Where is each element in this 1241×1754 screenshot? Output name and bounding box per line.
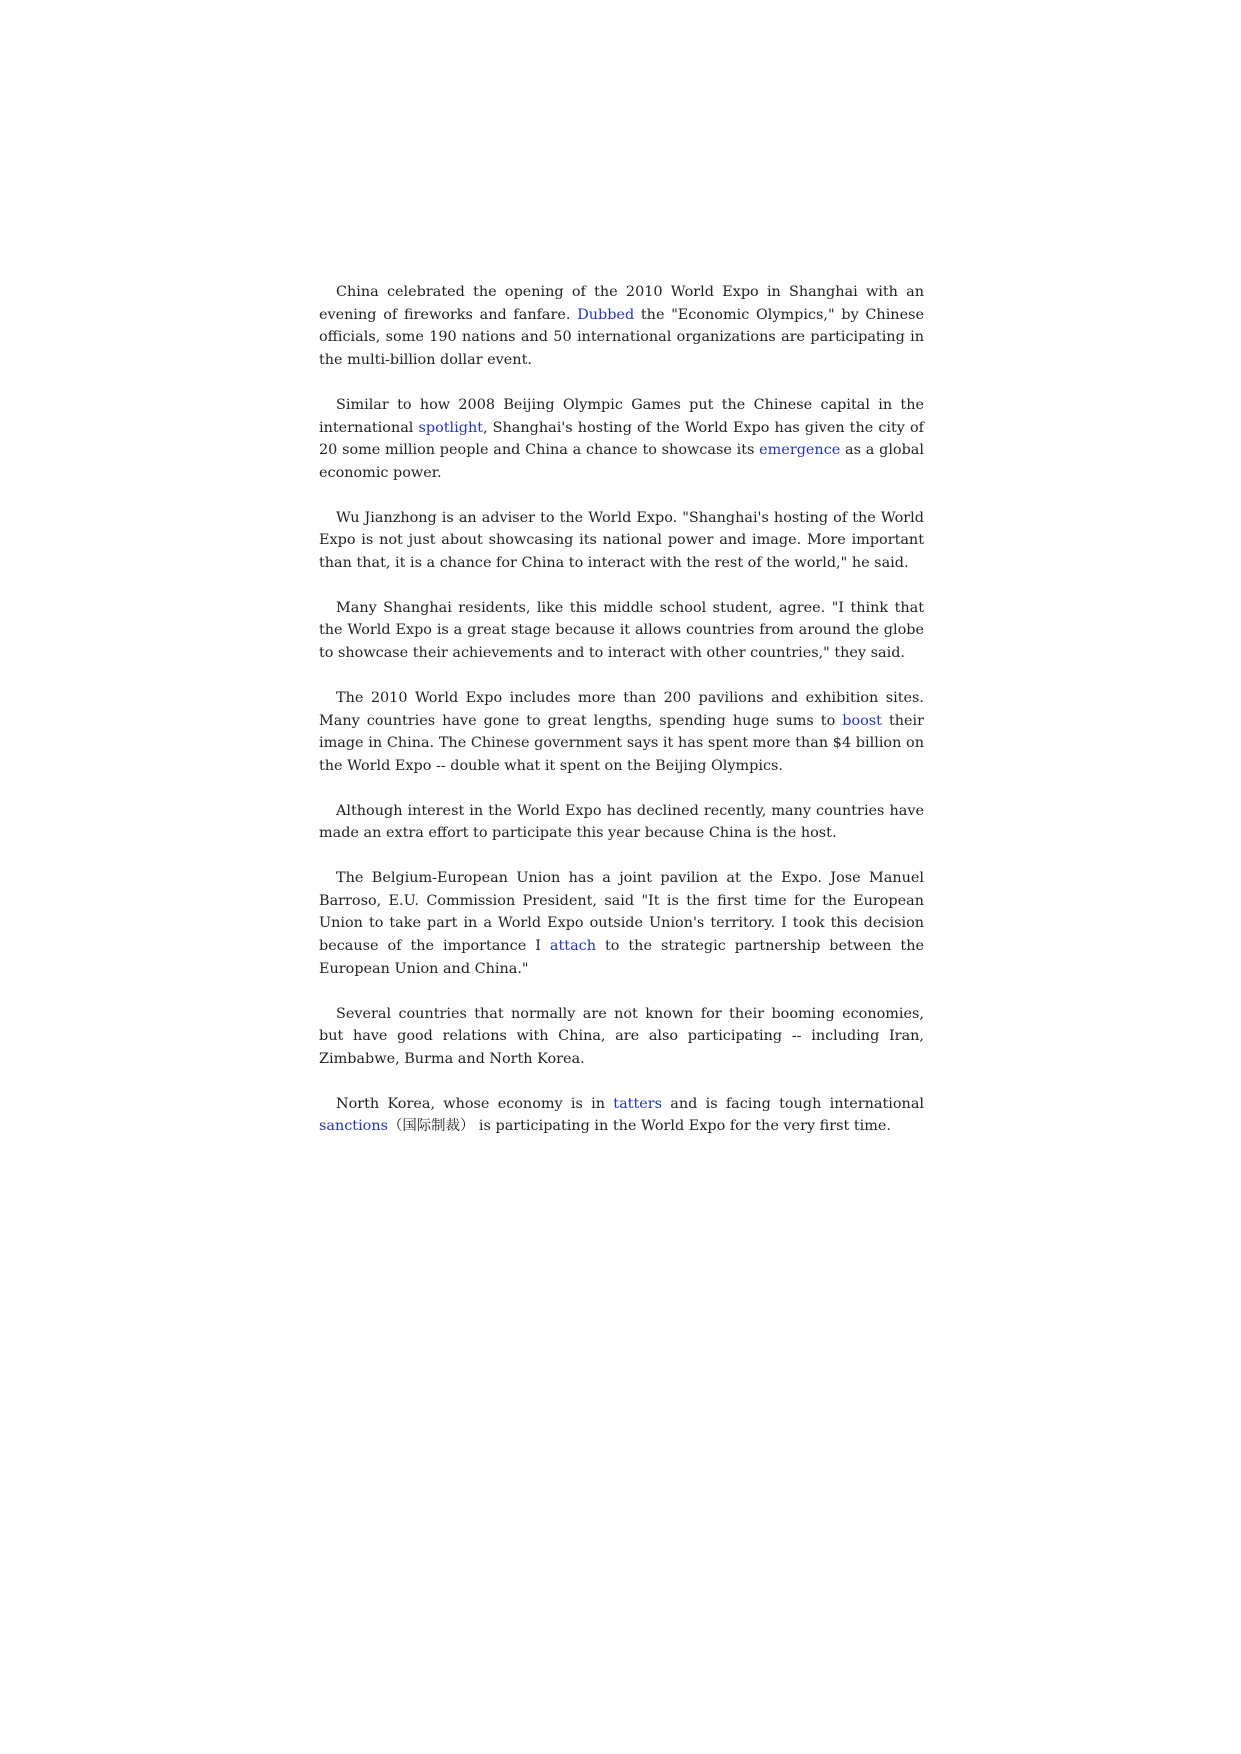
paragraph-text: Although interest in the World Expo has declined recently, many countries have made an extra effort to participate this year because China is the host. (319, 802, 924, 842)
vocab-term[interactable]: attach (549, 938, 596, 955)
article-paragraph (319, 800, 924, 845)
vocab-term[interactable]: sanctions (319, 1118, 388, 1135)
vocab-term[interactable]: Dubbed (577, 306, 635, 323)
paragraph-text: to the strategic partnership between the European Union and China." (319, 938, 924, 977)
article-paragraph (319, 394, 924, 485)
article-paragraph (319, 1003, 924, 1071)
paragraph-text: their image in China. The Chinese government says it has spent more than $4 billion on the World Expo -- double what it spent on the Beijing Olympics. (319, 712, 925, 774)
article-paragraph (319, 1093, 924, 1138)
paragraph-text: Similar to how 2008 Beijing Olympic Games put the Chinese capital in the international (319, 396, 924, 436)
article-paragraph (319, 507, 924, 575)
paragraph-text: North Korea, whose economy is in (336, 1095, 614, 1112)
paragraph-text: （国际制裁） is participating in the World Expo for the very first time. (388, 1118, 891, 1135)
vocab-term[interactable]: emergence (759, 442, 841, 459)
paragraph-text: The Belgium-European Union has a joint pavilion at the Expo. Jose Manuel Barroso, E.U. Commission President, said "It is the first time for the European Union to take part in a World Expo outside Union's territory. I took this decision because of the importance I (319, 870, 924, 955)
vocab-term[interactable]: boost (842, 712, 882, 729)
article-paragraph (319, 597, 924, 665)
paragraph-text: the "Economic Olympics," by Chinese officials, some 190 nations and 50 international organizations are participating in the multi-billion dollar event. (319, 306, 924, 369)
vocab-term[interactable]: tatters (613, 1095, 663, 1112)
paragraph-text: Many Shanghai residents, like this middle school student, agree. "I think that the World Expo is a great stage because it allows countries from around the globe to showcase their achievements and to interact with other countries," they said. (319, 599, 924, 662)
vocab-term[interactable]: spotlight (418, 419, 483, 436)
paragraph-text: Wu Jianzhong is an adviser to the World Expo. "Shanghai's hosting of the World Expo is not just about showcasing its national power and image. More important than that, it is a chance for China to interact with the rest of the world," he said. (319, 509, 924, 572)
paragraph-text: The 2010 World Expo includes more than 200 pavilions and exhibition sites. Many countries have gone to great lengths, spending huge sums to (319, 689, 924, 729)
paragraph-text: China celebrated the opening of the 2010 World Expo in Shanghai with an evening of fireworks and fanfare. (319, 284, 924, 323)
article-body (319, 281, 924, 1160)
article-paragraph (319, 867, 924, 981)
paragraph-text: and is facing tough international (662, 1095, 925, 1112)
paragraph-text: , Shanghai's hosting of the World Expo has given the city of 20 some million people and China a chance to showcase its (319, 419, 924, 459)
article-paragraph (319, 687, 924, 778)
paragraph-text: Several countries that normally are not known for their booming economies, but have good relations with China, are also participating -- including Iran, Zimbabwe, Burma and North Korea. (319, 1005, 924, 1067)
article-paragraph (319, 281, 924, 372)
paragraph-text: as a global economic power. (319, 442, 924, 481)
